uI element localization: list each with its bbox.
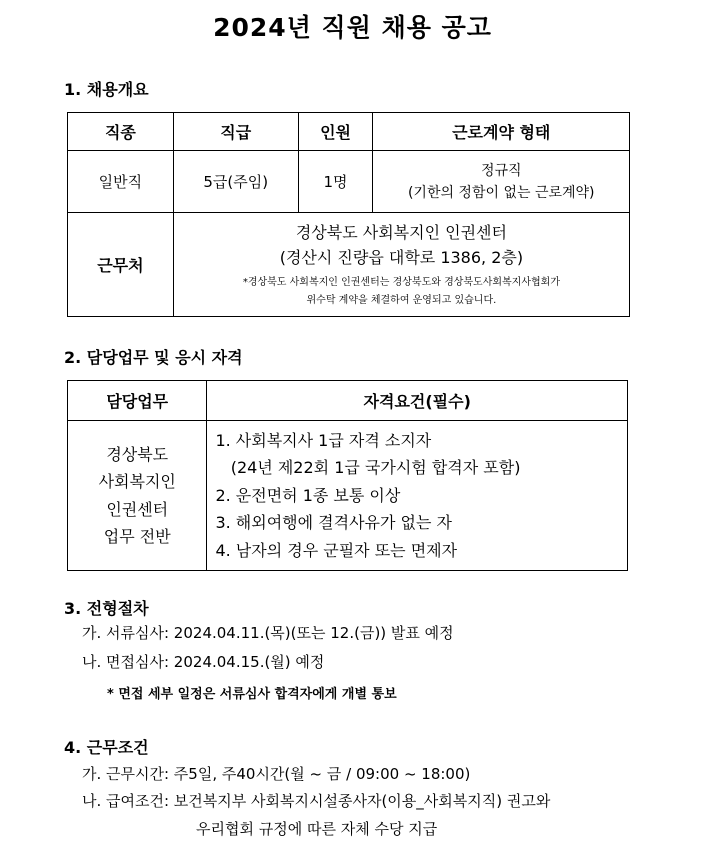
qualification-item: 1. 사회복지사 1급 자격 소지자 (215, 430, 432, 450)
section3-heading: 3. 전형절차 (64, 599, 149, 618)
qualification-item: 3. 해외여행에 결격사유가 없는 자 (215, 513, 452, 533)
salary-conditions-cont: 우리협회 규정에 따른 자체 수당 지급 (196, 820, 438, 838)
header-grade: 직급 (173, 113, 298, 151)
cell-qualifications (207, 421, 628, 571)
contract-main: 정규직 (480, 162, 522, 179)
cell-job-type: 일반직 (68, 151, 174, 213)
header-contract-type: 근로계약 형태 (373, 113, 630, 151)
cell-count: 1명 (298, 151, 373, 213)
working-hours: 가. 근무시간: 주5일, 주40시간(월 ~ 금 / 09:00 ~ 18:00) (82, 765, 471, 783)
section1-heading: 1. 채용개요 (64, 80, 149, 99)
screening-document: 가. 서류심사: 2024.04.11.(목)(또는 12.(금)) 발표 예정 (82, 624, 454, 642)
interview-note: * 면접 세부 일정은 서류심사 합격자에게 개별 통보 (107, 687, 397, 702)
header-job-type: 직종 (68, 113, 174, 151)
workplace-address: (경산시 진량읍 대학로 1386, 2층) (279, 247, 524, 267)
header-qualification: 자격요건(필수) (207, 381, 628, 421)
page-title: 2024년 직원 채용 공고 (213, 13, 492, 42)
cell-workplace (173, 213, 629, 317)
screening-interview: 나. 면접심사: 2024.04.15.(월) 예정 (82, 653, 325, 671)
section2-heading: 2. 담당업무 및 응시 자격 (64, 348, 243, 367)
duty-line: 경상북도 (106, 444, 169, 464)
salary-conditions: 나. 급여조건: 보건복지부 사회복지시설종사자(이용_사회복지직) 권고와 (82, 792, 551, 810)
cell-grade: 5급(주임) (173, 151, 298, 213)
duty-qualification-table (67, 380, 628, 571)
section4-heading: 4. 근무조건 (64, 738, 149, 757)
qualification-item: 4. 남자의 경우 군필자 또는 면제자 (215, 540, 458, 560)
duty-line: 업무 전반 (103, 527, 171, 546)
workplace-label: 근무처 (68, 213, 174, 317)
header-duty: 담당업무 (68, 381, 207, 421)
workplace-note-2: 위수탁 계약을 체결하여 운영되고 있습니다. (306, 294, 497, 306)
qualification-item: 2. 운전면허 1종 보통 이상 (215, 485, 401, 505)
workplace-note-1: *경상북도 사회복지인 인권센터는 경상북도와 경상북도사회복지사협회가 (242, 276, 560, 288)
contract-sub: (기한의 정함이 없는 근로계약) (407, 184, 595, 201)
recruitment-overview-table (67, 112, 630, 317)
cell-contract (373, 151, 630, 213)
workplace-name: 경상북도 사회복지인 인권센터 (295, 222, 507, 242)
duty-line: 인권센터 (106, 499, 169, 519)
qualification-item: (24년 제22회 1급 국가시험 합격자 포함) (215, 458, 521, 478)
cell-duty (68, 421, 207, 571)
header-count: 인원 (298, 113, 373, 151)
duty-line: 사회복지인 (98, 472, 176, 491)
